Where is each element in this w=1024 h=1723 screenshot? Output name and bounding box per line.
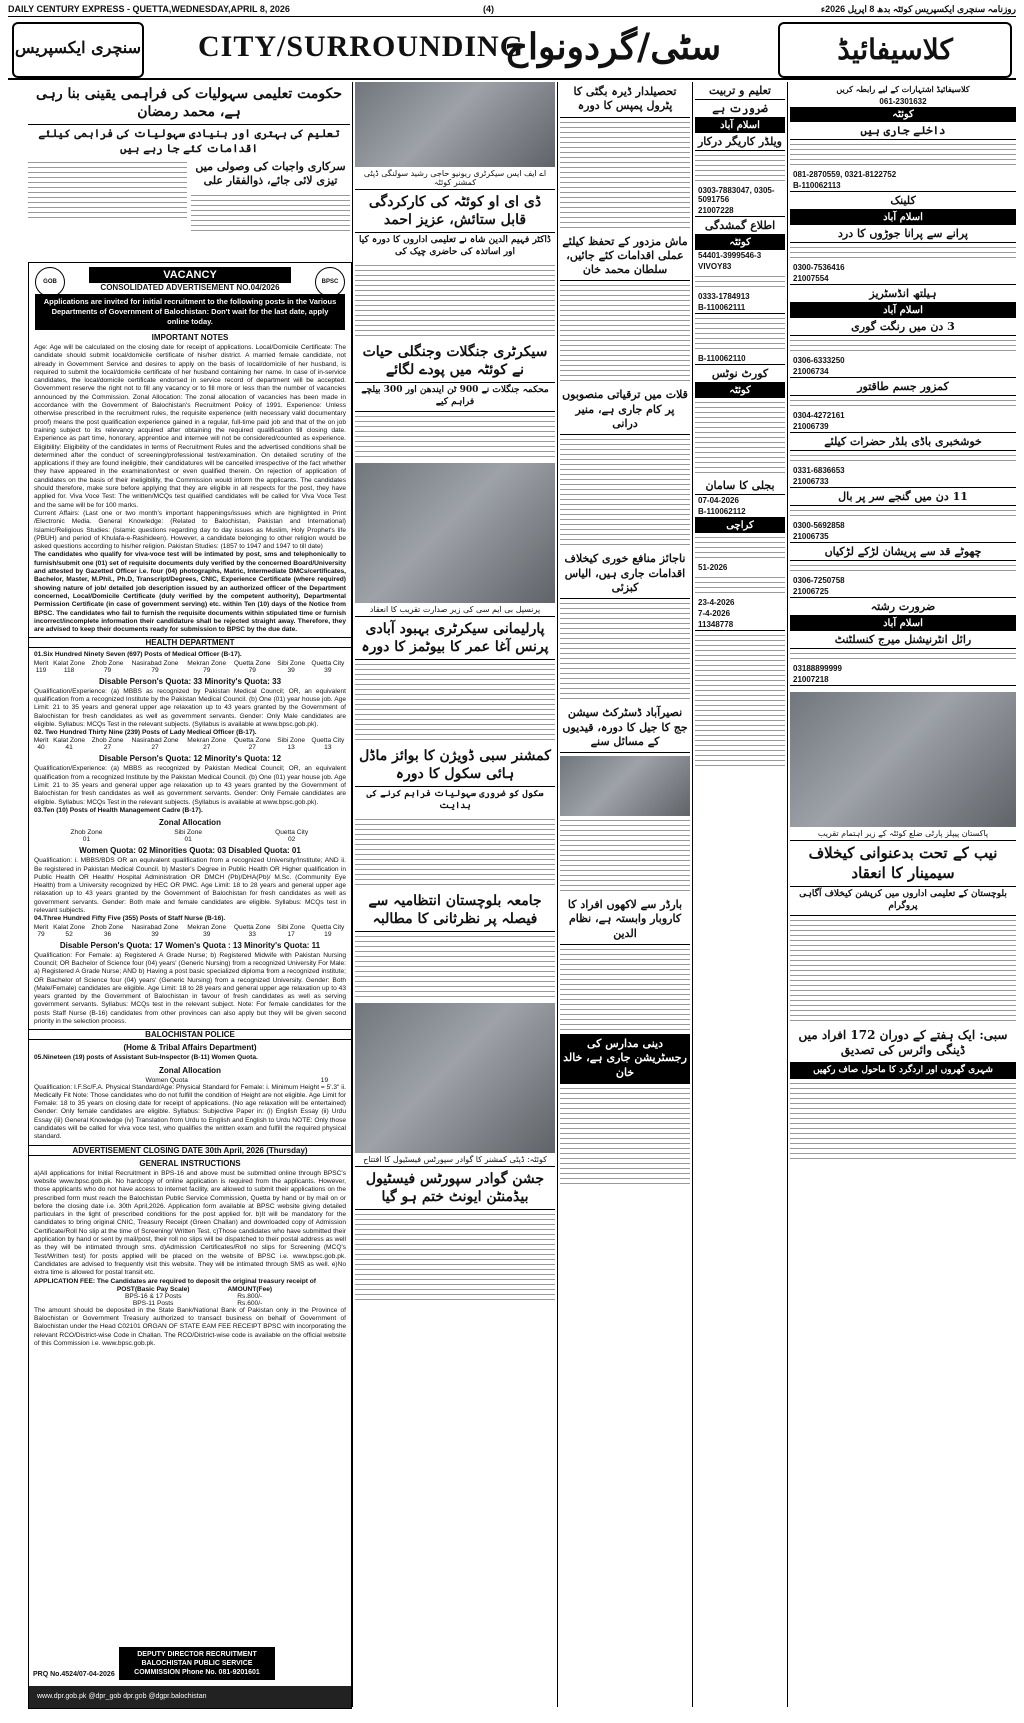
classified-heading: ضرورت ہے — [695, 100, 785, 118]
prq-number: PRQ No.4524/07-04-2026 — [33, 1671, 115, 1678]
zone-header: Merit — [33, 923, 49, 931]
zone-value: 01 — [82, 836, 91, 844]
quota-label: Women Quota — [145, 1076, 188, 1084]
zone-value: 36 — [103, 930, 112, 938]
zone-header: Zhob Zone — [91, 659, 124, 667]
zone-value: 13 — [287, 744, 295, 752]
zone-header: Quetta City — [311, 923, 345, 931]
zone-header: Kalat Zone — [53, 737, 86, 745]
article-body — [560, 122, 690, 228]
phone-number: 081-2870559, 0321-8122752 — [793, 170, 897, 180]
fee-col-amount: AMOUNT(Fee) — [227, 1285, 273, 1293]
classified-headline: بجلی کا سامان — [695, 477, 785, 495]
fee-heading: APPLICATION FEE: The Candidates are required to deposit the original treasury receipt of — [34, 1277, 316, 1285]
subhead: سکول کو ضروری سہولیات فراہم کرنے کی ہدایت — [366, 789, 544, 811]
headline: حکومت تعلیمی سہولیات کی فراہمی یقینی بنا رہی ہے، محمد رمضان — [28, 82, 350, 125]
ad-code: 21006725 — [790, 586, 1016, 598]
fee-col-post: POST(Basic Pay Scale) — [116, 1285, 190, 1293]
post-title: 01.Six Hundred Ninety Seven (697) Posts of Medical Officer (B-17). — [34, 651, 242, 659]
zone-value: 27 — [151, 744, 159, 752]
cnic-number: 54401-3999546-3 — [698, 251, 762, 260]
classified-headline: ویلڈر کاریگر درکار — [695, 133, 785, 151]
news-column-1 — [28, 82, 350, 235]
classified-title: کلاسیفائیڈ — [778, 22, 1012, 78]
news-photo — [355, 463, 555, 603]
zone-header: Zhob Zone — [70, 829, 103, 837]
date: 7-4-2026 — [698, 609, 731, 618]
city-section: کوئٹہ — [790, 107, 1016, 122]
article-body — [560, 949, 690, 1030]
phone-number: 0306-7250758 — [793, 576, 845, 586]
headline: پارلیمانی سیکرٹری بہبود آبادی پرنس آغا عمر کا بیوٹمز کا دورہ — [355, 617, 555, 660]
zone-value: 40 — [37, 744, 45, 752]
classified-body — [790, 400, 1016, 406]
photo-caption: پرنسپل بی ایم سی کی زیر صدارت تقریب کا انعقاد — [355, 603, 555, 617]
classified-headline: چھوٹے قد سے پریشان لڑکے لڑکیاں — [790, 543, 1016, 561]
classified-heading: تعلیم و تربیت — [695, 82, 785, 100]
police-subheading: (Home & Tribal Affairs Department) — [123, 1043, 257, 1053]
article-body — [355, 1214, 555, 1300]
article-body — [355, 265, 555, 336]
phone-number: 061-2301632 — [879, 97, 927, 107]
post-title: 02. Two Hundred Thirty Nine (239) Posts of Lady Medical Officer (B-17). — [34, 729, 257, 737]
zone-value: 41 — [65, 744, 73, 752]
city-section: اسلام آباد — [790, 210, 1016, 225]
classified-body — [695, 537, 785, 558]
subhead: تعلیم کی بہتری اور بنیادی سہولیات کی فراہمی کیلئے اقدامات کئے جا رہے ہیں — [38, 127, 340, 155]
quota-value: 19 — [320, 1076, 329, 1084]
article-body — [560, 1088, 690, 1184]
ad-code: 21006735 — [790, 531, 1016, 543]
city-section: کوئٹہ — [695, 235, 785, 250]
article-body — [355, 416, 555, 457]
headline: قلات میں ترقیاتی منصوبوں پر کام جاری ہے، منیر درانی — [560, 385, 690, 435]
headline: نصیرآباد ڈسٹرکٹ سیشن جج کا جیل کا دورہ، قیدیوں کے مسائل سنے — [560, 703, 690, 753]
zone-value: 27 — [103, 744, 112, 752]
zonal-allocation-label: Zonal Allocation — [159, 818, 221, 828]
zone-header: Quetta Zone — [233, 737, 271, 745]
date: 07-04-2026 — [698, 496, 739, 505]
column-divider — [787, 82, 788, 1707]
zone-value: 79 — [203, 666, 211, 674]
headline: ماش مزدور کے تحفظ کیلئے عملی اقدامات کئے جائیں، سلطان محمد خان — [560, 232, 690, 282]
notes-heading: IMPORTANT NOTES — [151, 333, 229, 342]
zone-header: Mekran Zone — [187, 737, 227, 745]
column-divider — [692, 82, 693, 1707]
news-photo — [355, 1003, 555, 1153]
quota-table — [32, 1077, 348, 1084]
classified-heading: ضرورت رشتہ — [790, 598, 1016, 616]
zone-header: Sibi Zone — [174, 829, 203, 837]
classified-body — [695, 318, 785, 349]
government-emblem: GOB — [35, 267, 65, 297]
fee-post: BPS-11 Posts — [132, 1299, 174, 1307]
article-body — [191, 195, 350, 231]
subhead: بلوچستان کے تعلیمی اداروں میں کرپشن کیخلاف آگاہی پروگرام — [790, 887, 1016, 915]
social-links-strip: www.dpr.gob.pk @dpr_gob dpr.gob @dgpr.balochistan — [29, 1686, 351, 1708]
article-body — [560, 820, 690, 891]
classified-headline: 11 دن میں گنجے سر پر بال — [790, 488, 1016, 506]
photo-caption: اے ایف ایس سیکرٹری ریونیو حاجی رشید سولنگی ڈپٹی کمشنر کوئٹہ — [355, 167, 555, 190]
masthead-right: روزنامہ سنچری ایکسپریس کوئٹہ بدھ 8 اپریل 2026ء — [820, 4, 1016, 14]
phone-number: 0300-5692858 — [793, 521, 845, 531]
zone-header: Merit — [33, 737, 49, 745]
zone-value: 13 — [324, 744, 332, 752]
article-body — [560, 285, 690, 381]
ad-code: 21006734 — [790, 366, 1016, 378]
ad-code: B-110062112 — [695, 506, 785, 518]
column-divider — [352, 82, 353, 1707]
bpsc-emblem: BPSC — [315, 267, 345, 297]
classified-body — [790, 455, 1016, 461]
classified-body — [790, 340, 1016, 351]
zone-value: 119 — [35, 666, 47, 674]
headline: نیب کے تحت بدعنوانی کیخلاف سیمینار کا انعقاد — [790, 841, 1016, 887]
zone-value: 01 — [184, 836, 192, 844]
ad-code: B-110062110 — [695, 353, 785, 365]
zone-header: Merit — [33, 659, 49, 667]
ad-banner: Applications are invited for initial recruitment to the following posts in the Various Departments of Government of Balochistan: Don't wait for the last date, apply online today. — [35, 294, 345, 330]
ad-code: B-110062111 — [695, 302, 785, 314]
zone-header: Quetta City — [275, 829, 309, 837]
headline: دینی مدارس کی رجسٹریشن جاری ہے، خالد خان — [560, 1034, 690, 1084]
fee-amount: Rs.600/- — [237, 1299, 263, 1307]
zone-value: 79 — [248, 666, 256, 674]
zone-header: Sibi Zone — [277, 923, 306, 931]
phone-number: 0303-7883047, 0305-5091756 — [698, 186, 775, 204]
headline: بارڈر سے لاکھوں افراد کا کاروبار وابستہ ہے، نظام الدین — [560, 895, 690, 945]
zone-value: 79 — [151, 666, 159, 674]
classified-headline: رائل انٹرنیشنل میرج کنسلٹنٹ — [790, 631, 1016, 649]
news-photo — [355, 82, 555, 167]
police-heading: BALOCHISTAN POLICE — [29, 1029, 351, 1040]
subhead: ڈاکٹر فہیم الدین شاہ نے تعلیمی اداروں کا دورہ کیا اور اساتذہ کی حاضری چیک کی — [359, 235, 551, 258]
vacancy-advertisement — [28, 262, 352, 1709]
article-body — [28, 158, 187, 235]
article-body — [560, 603, 690, 699]
syllabus-text: Current Affairs: (Last one or two month's important happenings/issues which are highlighted in Print /Electronic Media. General Knowledge: (Related to Balochistan, Pakistan and International) Islamic/Religious Studies: (Islamic questions regarding day to day issues as Muslim, Holy Prophet's life (PBUH) and period of Khulafa-e-Rashideen). However, a candidate belonging to other religion would be asked questions according to his/her religion. Pakistan Studies: (1857 to 1947 and 1947 to till date) — [34, 509, 346, 551]
headline: ناجائز منافع خوری کیخلاف اقدامات جاری ہیں، الیاس کبزئی — [560, 549, 690, 599]
headline: ڈی ای او کوئٹہ کی کارکردگی قابل ستائش، عزیز احمد — [355, 190, 555, 233]
zone-header: Nasirabad Zone — [131, 659, 179, 667]
fee-post: BPS-16 & 17 Posts — [124, 1292, 182, 1300]
general-instructions: a)All applications for Initial Recruitment in BPS-16 and above must be submitted online through BPSC's website www.bpsc.gob.pk. No hardcopy of online application is required from the applicants. However, those applicants who do not have access to internet facility, are allowed to submit their applications on the prescribed form must reach the Balochistan Public Service Commission, Quetta by hand or by mail on or before the closing date i.e. 30th April,2026. Application form available at BPSC website giving detailed particulars in the light of prescribed conditions for the post applied for. b)It will be mandatory for the candidates to bring original CNIC, Treasury Receipt (Green Challan) and downloaded copy of Admission Certificate/Roll No slip at the time of Screening/ Written Test. c)Those candidates who have submitted their application by hand or sent by mail/post, their roll no slips will be dispatched to their postal address as well as they will be intimated through sms. d)Admission Certificates/Roll no slips for Screening (MCQ's Test/Written test) for posts applied will be placed on the website of BPSC i.e. www.bpsc.gob.pk. Candidates are advised to frequently visit this website. They will be intimated through SMS as well. e)No extra time is allowed for postal transit etc. — [34, 1169, 346, 1277]
news-column-2 — [355, 82, 555, 1304]
news-photo — [560, 756, 690, 816]
zone-value: 52 — [65, 930, 73, 938]
ad-code: 11348778 — [695, 619, 785, 631]
article-body — [355, 664, 555, 740]
article-body — [355, 819, 555, 885]
zone-table — [32, 829, 348, 843]
phone-number: 03188899999 — [793, 664, 842, 674]
zone-value: 19 — [324, 930, 332, 938]
zone-value: 39 — [203, 930, 211, 938]
page-header — [8, 18, 1016, 80]
case-number: 51-2026 — [698, 563, 728, 572]
section-title-english: CITY/SURROUNDING — [198, 30, 525, 63]
page-number: (4) — [483, 4, 494, 14]
phone-number: 0306-6333250 — [793, 356, 845, 366]
zonal-allocation-label: Zonal Allocation — [159, 1065, 221, 1075]
ad-code: 21007228 — [695, 205, 785, 217]
classified-column-5 — [790, 82, 1016, 1163]
article-body — [560, 439, 690, 545]
classified-body — [790, 565, 1016, 571]
id-number: VIVOY83 — [698, 262, 732, 271]
classified-intro: کلاسیفائیڈ اشتہارات کے لیے رابطہ کریں — [836, 84, 970, 94]
quota-line: Disable Person's Quota: 33 Minority's Quota: 33 — [98, 676, 282, 686]
ad-footer: DEPUTY DIRECTOR RECRUITMENT BALOCHISTAN PUBLIC SERVICE COMMISSION Phone No. 081-9201601 — [119, 1647, 275, 1680]
zone-value: 27 — [203, 744, 211, 752]
headline: سیکرٹری جنگلات وجنگلی حیات نے کوئٹہ میں پودے لگائے — [355, 340, 555, 383]
ad-code: 21006733 — [790, 476, 1016, 488]
zone-value: 118 — [63, 666, 75, 674]
column-divider — [557, 82, 558, 1707]
zone-value: 39 — [151, 930, 159, 938]
article-body — [790, 920, 1016, 1021]
classified-heading: کلینک — [790, 192, 1016, 210]
classified-body — [695, 635, 785, 766]
classified-headline: خوشخبری باڈی بلڈر حضرات کیلئے — [790, 433, 1016, 451]
phone-number: 0333-1784913 — [698, 292, 750, 301]
zone-table — [32, 924, 348, 938]
headline: سبی: ایک ہفتے کے دوران 172 افراد میں ڈینگی وائرس کی تصدیق — [790, 1025, 1016, 1063]
zone-value: 39 — [324, 666, 332, 674]
headline: تحصیلدار ڈیرہ بگٹی کا پٹرول پمپس کا دورہ — [560, 82, 690, 118]
post-text: Qualification: i. MBBS/BDS OR an equivalent qualification from a recognized University/Institute; AND ii. Be registered in Pakistan Medical Council. b) Master's Degree in Public Health OR Higher qualification in Public Health OR Health/ Hospital Administration OR DMCH (Pb)/DHA(Pb)/ M.Sc. (Community Eye Health) from a University recognized by HEC OR PMC. Age Limit: 18 to 28 years and general upper age relaxation up to 43 years granted by the Government of Balochistan for fresh candidates as well as government servants. Gender: Both male and female candidates are eligible. Syllabus: MCQs test in relevant subjects. — [34, 857, 346, 915]
classified-column-4 — [695, 82, 785, 770]
classified-headline: 3 دن میں رنگت گوری — [790, 318, 1016, 336]
zone-header: Kalat Zone — [53, 659, 86, 667]
fee-amount: Rs.800/- — [237, 1292, 263, 1300]
section-title-urdu: سٹی/گردونواح — [504, 26, 722, 68]
ad-code: 21007218 — [790, 674, 1016, 686]
post-title: 04.Three Hundred Fifty Five (355) Posts of Staff Nurse (B-16). — [34, 915, 226, 923]
classified-body — [695, 155, 785, 181]
classified-body — [790, 144, 1016, 165]
zone-header: Mekran Zone — [187, 923, 227, 931]
post-title: 05.Nineteen (19) posts of Assistant Sub-Inspector (B-11) Women Quota. — [34, 1054, 258, 1062]
date: 23-4-2026 — [698, 598, 735, 607]
photo-caption: پاکستان پیپلز پارٹی ضلع کوئٹہ کے زیر اہتمام تقریب — [790, 827, 1016, 841]
zone-value: 79 — [103, 666, 112, 674]
viva-note: The candidates who qualify for viva-voce test will be intimated by post, sms and telephonically to furnish/submit one (01) set of requisite documents duly verified by the concerned Board/University and attested by Gazetted Officer i.e. four (04) photographs, Matric, Intermediate DMCs/certificates, Bachelor, Master, M.Phil., Ph.D, Transcript/Degrees, CNIC, Experience Certificate (where required) showing nature of job/ detailed job description issued by an authorized officer of the Department concerned, Local/Domicile Certificate (duly verified by the competent authority), Departmental Permission Certificate (in case of government serving) etc. within Ten (10) days of the Notice from BPSC. The candidates who fail to furnish the requisite documents within stipulated time or furnish incorrect/incomplete information their candidature shall be rejected straight away. Therefore, they are advised to keep their documents ready for submission to BPSC by the due date. — [34, 551, 346, 634]
zone-table — [32, 660, 348, 674]
headline: کمشنر سبی ڈویژن کا بوائز ماڈل ہائی سکول کا دورہ — [355, 744, 555, 787]
zone-header: Sibi Zone — [277, 737, 306, 745]
classified-headline: پرانے سے پرانا جوڑوں کا درد — [790, 225, 1016, 243]
zone-header: Quetta Zone — [233, 923, 271, 931]
zone-header: Quetta City — [311, 659, 345, 667]
headline: جامعہ بلوچستان انتظامیہ سے فیصلہ پر نظرثانی کا مطالبہ — [355, 889, 555, 932]
zone-header: Nasirabad Zone — [131, 923, 179, 931]
post-text: Qualification: For Female: a) Registered A Grade Nurse; b) Registered Midwife with Pakistan Nursing Council; OR Bachelor of Science four (04) years' (Generic Nursing) from a recognized University For Male: a) Registered A Grade Nurse; AND b) Having a post basic specialized diploma from a recognized institute; OR Bachelor of Science four (04) years' (Generic Nursing) from a recognized University. Gender: Both (Male/Female) candidates are eligible. Age Limit: 18 to 28 years and general upper age relaxation up to 43 years granted by the Government of Balochistan in favour of fresh candidates as well as serving government servants. Syllabus: MCQs test in the relevant subject. Note: For female candidates for the posts Staff Nurse (B-16) candidates from other provinces can also apply but they will be given second priority in the selection process. — [34, 951, 346, 1025]
zone-value: 39 — [287, 666, 295, 674]
classified-body — [695, 577, 785, 593]
news-column-3 — [560, 82, 690, 1188]
health-department-heading: HEALTH DEPARTMENT — [29, 637, 351, 648]
quota-line: Women Quota: 02 Minorities Quota: 03 Disabled Quota: 01 — [79, 846, 301, 856]
city-section: اسلام آباد — [695, 118, 785, 133]
headline: جشن گوادر سپورٹس فیسٹیول بیڈمنٹن ایونٹ ختم ہو گیا — [355, 1167, 555, 1210]
post-text: Qualification/Experience: (a) MBBS as recognized by Pakistan Medical Council; OR, an equivalent qualification from a recognized Institute by the Pakistan Medical Council. (b) One (01) year house job. Age Limit: 21 to 35 years and general upper age relaxation up to 43 years granted by the Government of Balochistan for fresh candidates as well as government servants. Gender: Only Female candidates are eligible. Syllabus: MCQs Test in the relevant subjects. (Syllabus is available at www.bpsc.gob.pk). — [34, 765, 346, 806]
classified-body — [695, 402, 785, 473]
zone-header: Zhob Zone — [91, 923, 124, 931]
photo-caption: کوئٹہ: ڈپٹی کمشنر کا گوادر سپورٹس فیسٹیول کا افتتاح — [355, 1153, 555, 1167]
ad-code: 21007554 — [790, 273, 1016, 285]
classified-headline: داخلے جاری ہیں — [790, 122, 1016, 140]
classified-body — [790, 247, 1016, 258]
city-section: کراچی — [695, 518, 785, 533]
quota-line: Disable Person's Quota: 17 Women's Quota : 13 Minority's Quota: 11 — [59, 940, 321, 950]
classified-heading: کورٹ نوٹس — [695, 365, 785, 383]
article-body — [790, 1083, 1016, 1159]
zone-value: 17 — [287, 930, 295, 938]
subhead: محکمہ جنگلات نے 900 ٹن ایندھن اور 300 بیلچے فراہم کیے — [355, 383, 555, 411]
zone-value: 27 — [248, 744, 256, 752]
zone-header: Zhob Zone — [91, 737, 124, 745]
phone-number: 0304-4272161 — [793, 411, 845, 421]
masthead-left: DAILY CENTURY EXPRESS - QUETTA,WEDNESDAY,APRIL 8, 2026 — [8, 4, 290, 14]
zone-value: 33 — [248, 930, 256, 938]
classified-body — [695, 276, 785, 287]
quota-line: Disable Person's Quota: 12 Minority's Quota: 12 — [98, 754, 282, 764]
post-text: Qualification/Experience: (a) MBBS as recognized by Pakistan Medical Council; OR, an equivalent qualification from a recognized Institute by the Pakistan Medical Council. (b) One (01) year house job. Age Limit: 21 to 35 years and general upper age relaxation up to 43 years granted by the Government of Balochistan for fresh candidates as well as government servants. Gender: Only Male candidates are eligible. Syllabus: MCQs Test in the relevant subjects. (Syllabus is available at www.bpsc.gob.pk). — [34, 687, 346, 728]
zone-header: Nasirabad Zone — [131, 737, 179, 745]
news-photo — [790, 692, 1016, 827]
classified-heading: ہیلتھ انڈسٹریز — [790, 285, 1016, 303]
zone-table — [32, 737, 348, 751]
zone-value: 02 — [287, 836, 296, 844]
fee-table — [93, 1286, 286, 1307]
classified-body — [790, 510, 1016, 516]
closing-date: ADVERTISEMENT CLOSING DATE 30th April, 2026 (Thursday) — [29, 1145, 351, 1156]
classified-body — [790, 653, 1016, 659]
advertisement-number: CONSOLIDATED ADVERTISEMENT NO.04/2026 — [100, 283, 280, 292]
zone-header: Quetta Zone — [233, 659, 271, 667]
headline: سرکاری واجبات کی وصولی میں تیزی لائی جائے، ذوالفقار علی — [195, 159, 346, 188]
zone-header: Quetta City — [311, 737, 345, 745]
phone-number: 0300-7536416 — [793, 263, 845, 273]
zone-value: 79 — [37, 930, 45, 938]
zone-header: Kalat Zone — [53, 923, 86, 931]
phone-number: 0331-6836653 — [793, 466, 845, 476]
notes-text: Age: Age will be calculated on the closing date for receipt of applications. Local/Domicile Certificate: The candidate should submit local/domicile certificate of his/her district. A married female candidate, not already in Government Service and desires to apply on the basis of local/domicile of her husband, is required to submit the local/domicile certificate of her husband containing her name. In case of in-service candidates, the local/domicile certificate endorsed in service record of department will be accepted. Government reserve the right not to fill any vacancy or to fill more or less than the number of vacancies announced by the Commission. Zonal Allocation: The zonal allocation of vacancies has been made in accordance with the Government of Balochistan's Recruitment Policy of 1991. Experience: Unless otherwise prescribed in the recruitment rules, the requisite experience (with necessary valid documentary proof) means the post qualification experience gained in a regular, full-time paid job and that of the on job training subject to its relevancy acquired after obtaining the required qualification till closing date. Experience as part time, honorary, apprentice and internee will not be considered/counted as experience. Eligibility: Eligibility of the candidates in terms of Recruitment Rules and the advertised conditions shall be determined after the conduct of screening/professional test/examination. On detailed scrutiny of the applications if they are found ineligible, their candidatures will be cancelled irrespective of the fact whether they have appeared in the examination/test or even qualified therein. On rejection of application of candidates on the basis of their ineligibility, the Commission would inform the applicants. The candidates should therefore, make sure before applying that they are eligible in all respects for the post, they have applied for. Viva Voce Test: The written/MCQs test qualified candidates will be called for Viva Voce Test and the same will be for 100 marks. — [34, 344, 346, 509]
classified-headline: کمزور جسم طاقتور — [790, 378, 1016, 396]
masthead-strip — [8, 2, 1016, 17]
zone-header: Sibi Zone — [277, 659, 306, 667]
city-section: اسلام آباد — [790, 303, 1016, 318]
zone-header: Mekran Zone — [187, 659, 227, 667]
post-title: 03.Ten (10) Posts of Health Management Cadre (B-17). — [34, 806, 203, 814]
post-text: Qualification: I.F.Sc/F.A. Physical Standard/Age: Physical Standard for Female: i. Minimum Height = 5'.3" ii. Medically Fit Note: Those candidates who do not fulfill the condition of Height are not eligible. Age Limit for Female: 18 to 35 years on closing date for receipt of applications. (No age relaxation will be entertained) Gender: Only female candidates are eligible. Syllabus: Subjective Paper in: (i) English Essay (ii) Urdu Essay (iii) General Knowledge (iv) Translation from Urdu to English and English to Urdu NOTE: Only those candidates will be called for viva voce test, who qualifies the written exam and fulfill the required physical standard. — [34, 1083, 346, 1141]
classified-heading: اطلاع گمشدگی — [695, 217, 785, 235]
fee-text: The amount should be deposited in the State Bank/National Bank of Pakistan only in the Province of Balochistan or Government Treasury authorized to transact business on behalf of Government of Balochistan under the Head C02101 ORGAN OF STATE EAM FEE RECEIPT BPSC with incorporating the relevant RCO/District-wise Code in Challan. The RCO/District-wise code is available on the official website of this Commission i.e. www.bpsc.gob.pk. — [34, 1306, 346, 1348]
ad-code: 21006739 — [790, 421, 1016, 433]
city-section: اسلام آباد — [790, 616, 1016, 631]
article-body — [355, 936, 555, 997]
newspaper-logo: سنچری ایکسپریس — [12, 22, 144, 78]
city-section: کوئٹہ — [695, 383, 785, 398]
vacancy-title: VACANCY — [89, 267, 291, 283]
ad-code: B-110062113 — [790, 180, 1016, 192]
general-instructions-heading: GENERAL INSTRUCTIONS — [139, 1158, 241, 1168]
subhead: شہری گھروں اور اردگرد کا ماحول صاف رکھیں — [790, 1063, 1016, 1079]
